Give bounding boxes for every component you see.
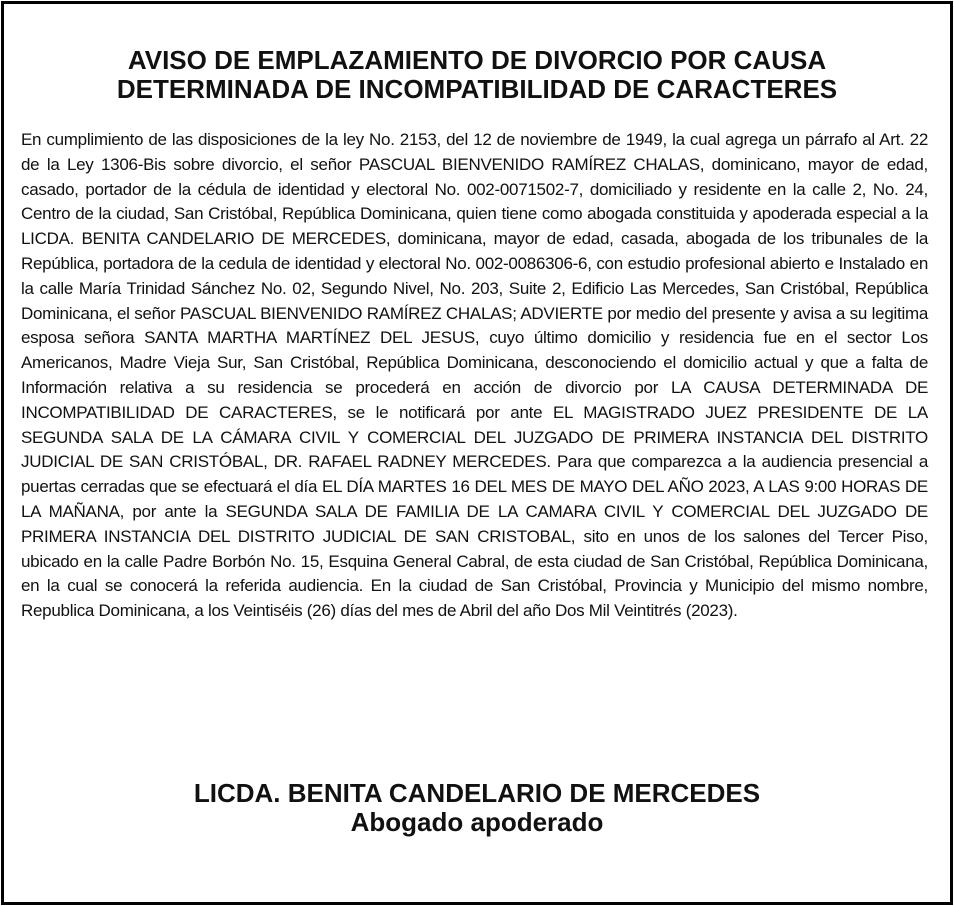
- notice-body: En cumplimiento de las disposiciones de la ley No. 2153, del 12 de noviembre de 1949, la cual agrega un párrafo al Art. 22 de la Ley 1306-Bis sobre divorcio, el señor PASCUAL BIENVENIDO RAMÍREZ CHALAS, dominicano, mayor de edad, casado, portador de la cédula de identidad y electoral No. 002-0071502-7, domiciliado y residente en la calle 2, No. 24, Centro de la ciudad, San Cristóbal, República Dominicana, quien tiene como abogada constituida y apoderada especial a la LICDA. BENITA CANDELARIO DE MERCEDES, dominicana, mayor de edad, casada, abogada de los tribunales de la República, portadora de la cedula de identidad y electoral No. 002-0086306-6, con estudio profesional abierto e Instalado en la calle María Trinidad Sánchez No. 02, Segundo Nivel, No. 203, Suite 2, Edificio Las Mercedes, San Cristóbal, República Dominicana, el señor PASCUAL BIENVENIDO RAMÍREZ CHALAS; ADVIERTE por medio del presente y avisa a su legitima esposa señora SANTA MARTHA MARTÍNEZ DEL JESUS, cuyo último domicilio y residencia fue en el sector Los Americanos, Madre Vieja Sur, San Cristóbal, República Dominicana, desconociendo el domicilio actual y que a falta de Información relativa a su residencia se procederá en acción de divorcio por LA CAUSA DETERMINADA DE INCOMPATIBILIDAD DE CARACTERES, se le notificará por ante EL MAGISTRADO JUEZ PRESIDENTE DE LA SEGUNDA SALA DE LA CÁMARA CIVIL Y COMERCIAL DEL JUZGADO DE PRIMERA INSTANCIA DEL DISTRITO JUDICIAL DE SAN CRISTÓBAL, DR. RAFAEL RADNEY MERCEDES. Para que comparezca a la audiencia presencial a puertas cerradas que se efectuará el día EL DÍA MARTES 16 DEL MES DE MAYO DEL AÑO 2023, A LAS 9:00 HORAS DE LA MAÑANA, por ante la SEGUNDA SALA DE FAMILIA DE LA CAMARA CIVIL Y COMERCIAL DEL JUZGADO DE PRIMERA INSTANCIA DEL DISTRITO JUDICIAL DE SAN CRISTOBAL, sito en unos de los salones del Tercer Piso, ubicado en la calle Padre Borbón No. 15, Esquina General Cabral, de esta ciudad de San Cristóbal, República Dominicana, en la cual se conocerá la referida audiencia. En la ciudad de San Cristóbal, Provincia y Municipio del mismo nombre, Republica Dominicana, a los Veintiséis (26) días del mes de Abril del año Dos Mil Veintitrés (2023).: [21, 130, 928, 621]
- signature-name: LICDA. BENITA CANDELARIO DE MERCEDES: [193, 778, 761, 808]
- notice-frame: [1, 1, 953, 905]
- signature-block: [24, 779, 930, 837]
- notice-title: [24, 46, 930, 104]
- signature-role: Abogado apoderado: [350, 807, 604, 837]
- notice-title-line-1: AVISO DE EMPLAZAMIENTO DE DIVORCIO POR CAUSA: [127, 45, 827, 75]
- notice-title-line-2: DETERMINADA DE INCOMPATIBILIDAD DE CARACTERES: [116, 74, 838, 104]
